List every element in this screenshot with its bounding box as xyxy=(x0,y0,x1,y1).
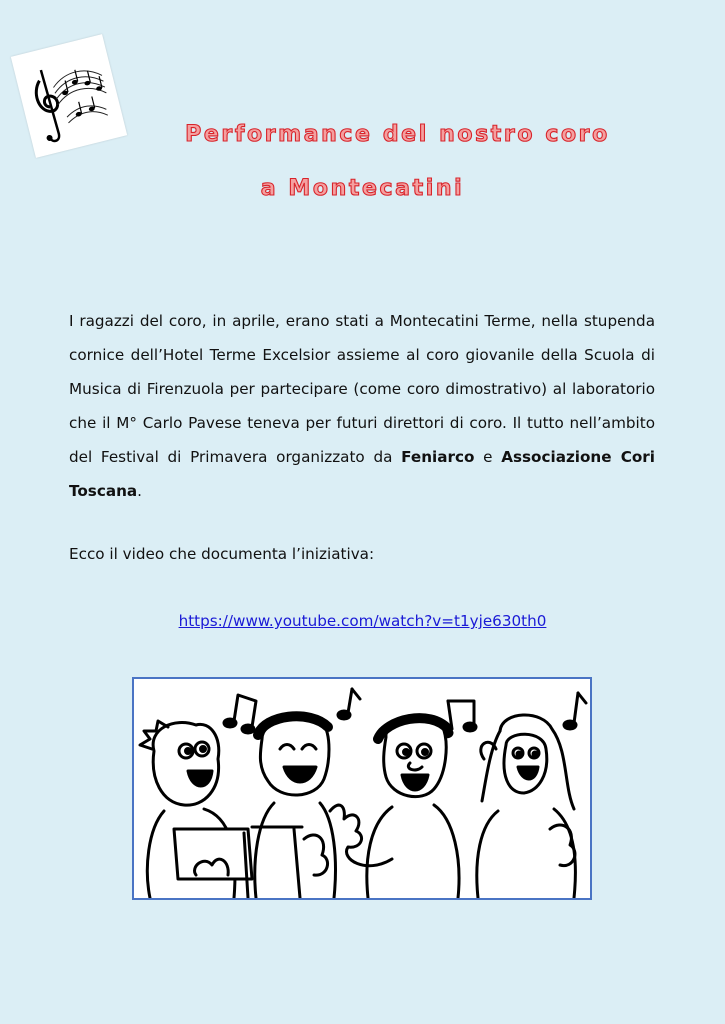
music-note-icon xyxy=(224,695,256,733)
choir-illustration xyxy=(132,677,592,900)
org-cori-toscana: Associazione Cori Toscana xyxy=(69,448,656,500)
article-paragraph xyxy=(69,304,655,508)
paragraph-end: . xyxy=(137,482,142,500)
title-line-2: a Montecatini xyxy=(260,176,465,201)
org-feniarco: Feniarco xyxy=(401,448,475,466)
video-intro-text: Ecco il video che documenta l’iniziativa: xyxy=(69,545,375,563)
singing-choir-image xyxy=(134,679,590,898)
title-line-1: Performance del nostro coro xyxy=(185,122,610,147)
video-link-container xyxy=(0,604,725,638)
paragraph-main-text: I ragazzi del coro, in aprile, erano stati a Montecatini Terme, nella stupenda cornice dell’Hotel Terme Excelsior assieme al coro giovanile della Scuola di Musica di Firenzuola per partecipare (come coro dimostrativo) al laboratorio che il M° Carlo Pavese teneva per futuri direttori di coro. Il tutto nell’ambito del Festival di Primavera organizzato da xyxy=(69,312,655,466)
paragraph-connector: e xyxy=(474,448,502,466)
youtube-video-link[interactable]: https://www.youtube.com/watch?v=t1yje630th0 xyxy=(178,612,547,630)
